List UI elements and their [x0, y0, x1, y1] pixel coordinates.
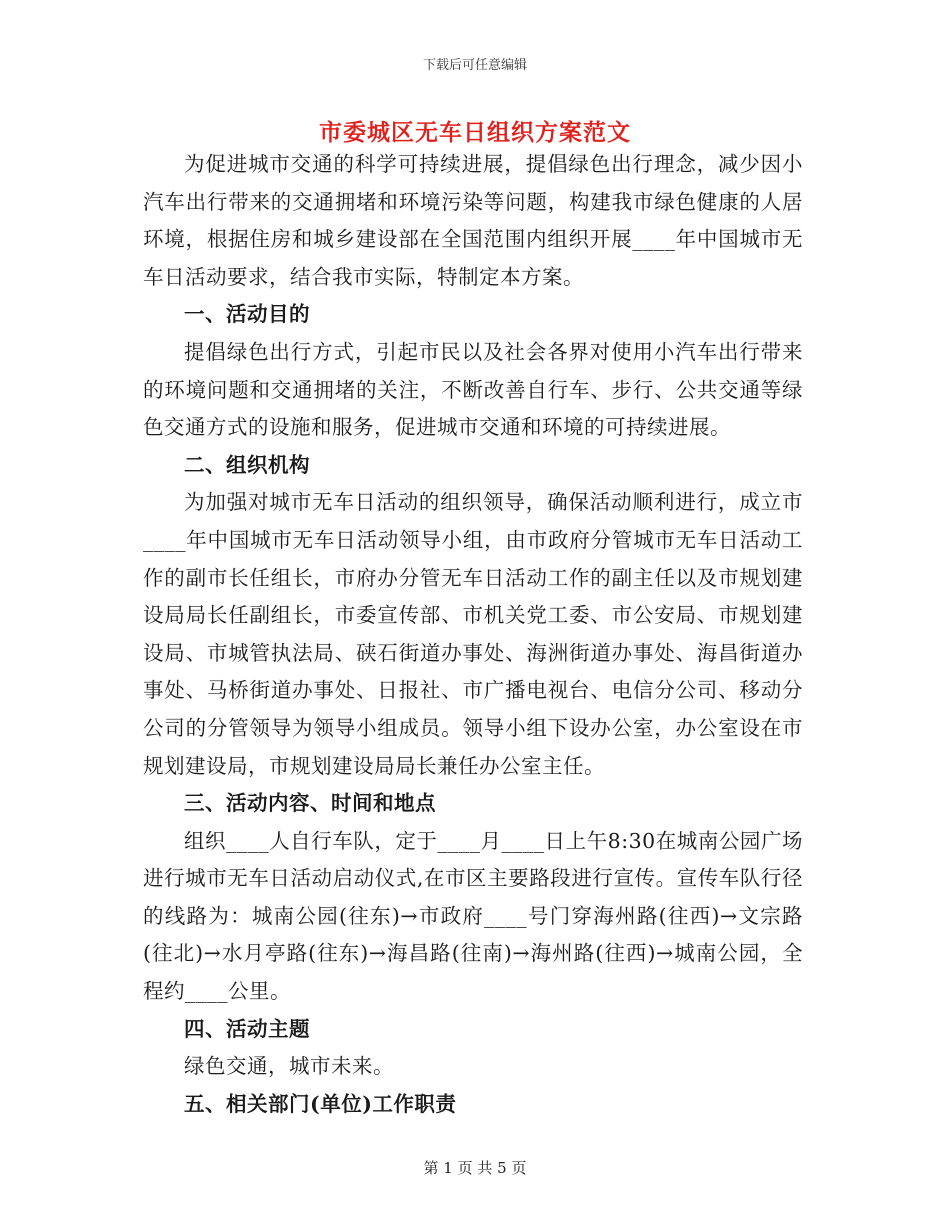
section-paragraph-organization: 为加强对城市无车日活动的组织领导，确保活动顺利进行，成立市____年中国城市无车日活动领导小组，由市政府分管城市无车日活动工作的副市长任组长，市府办分管无车日活动工作的副主任以及市规划建设局局长任副组长，市委宣传部、市机关党工委、市公安局、市规划建设局、市城管执法局、硖石街道办事处、海洲街道办事处、海昌街道办事处、马桥街道办事处、日报社、市广播电视台、电信分公司、移动分公司的分管领导为领导小组成员。领导小组下设办公室，办公室设在市规划建设局，市规划建设局局长兼任办公室主任。 [143, 490, 803, 778]
section-heading-theme: 四、活动主题 [184, 1016, 310, 1041]
intro-paragraph: 为促进城市交通的科学可持续进展，提倡绿色出行理念，减少因小汽车出行带来的交通拥堵和环境污染等问题，构建我市绿色健康的人居环境，根据住房和城乡建设部在全国范围内组织开展____年中国城市无车日活动要求，结合我市实际，特制定本方案。 [143, 152, 803, 289]
section-paragraph-content: 组织____人自行车队，定于____月____日上午8:30在城南公园广场进行城市无车日活动启动仪式,在市区主要路段进行宣传。宣传车队行径的线路为：城南公园(往东)→市政府____号门穿海州路(往西)→文宗路(往北)→水月亭路(往东)→海昌路(往南)→海州路(往西)→城南公园，全程约____公里。 [143, 828, 803, 1004]
section-paragraph-theme: 绿色交通，城市未来。 [184, 1054, 394, 1079]
section-heading-purpose: 一、活动目的 [184, 302, 310, 327]
document-title: 市委城区无车日组织方案范文 [319, 119, 631, 146]
page-number: 第 1 页 共 5 页 [423, 1159, 527, 1177]
section-paragraph-purpose: 提倡绿色出行方式，引起市民以及社会各界对使用小汽车出行带来的环境问题和交通拥堵的关注，不断改善自行车、步行、公共交通等绿色交通方式的设施和服务，促进城市交通和环境的可持续进展。 [143, 339, 803, 440]
section-heading-content: 三、活动内容、时间和地点 [184, 791, 436, 816]
header-note: 下载后可任意编辑 [422, 58, 527, 73]
section-heading-duties: 五、相关部门(单位)工作职责 [184, 1091, 457, 1116]
section-heading-organization: 二、组织机构 [184, 452, 310, 477]
document-body [143, 146, 803, 1123]
